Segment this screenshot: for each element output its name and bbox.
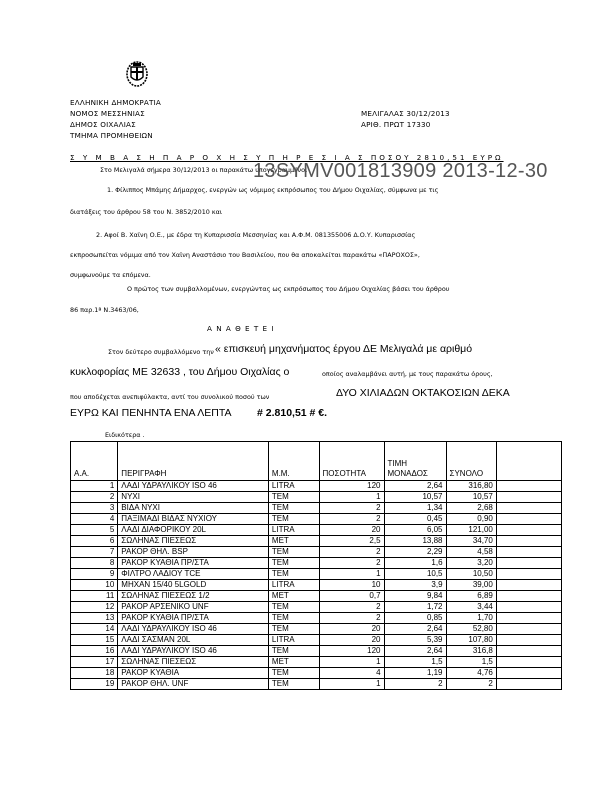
assignment-line2-small: οποίος αναλαμβάνει αυτή, με τους παρακάτω όρους,	[322, 370, 493, 378]
cell-aa: 4	[71, 514, 118, 525]
cell-unit: LITRA	[268, 635, 319, 646]
table-row	[71, 492, 562, 503]
cell-unit: TEM	[268, 602, 319, 613]
diavgeia-watermark: 13SYMV001813909 2013-12-30	[253, 160, 548, 182]
party1-line2: διατάξεις του άρθρου 58 του Ν. 3852/2010 και	[70, 208, 223, 216]
cell-description: ΛΑΔΙ ΣΑΣΜΑΝ 20L	[118, 635, 269, 646]
cell-quantity: 1	[319, 679, 384, 690]
cell-unit-price: 10,57	[384, 492, 446, 503]
table-row	[71, 613, 562, 624]
greek-coat-of-arms-icon	[125, 60, 149, 88]
cell-unit-price: 1,5	[384, 657, 446, 668]
table-row	[71, 591, 562, 602]
cell-unit: TEM	[268, 668, 319, 679]
table-row	[71, 514, 562, 525]
cell-aa: 13	[71, 613, 118, 624]
cell-total: 316,80	[446, 481, 496, 492]
items-table	[70, 441, 562, 690]
cell-total: 0,90	[446, 514, 496, 525]
cell-unit: TEM	[268, 503, 319, 514]
assignment-line3-small: που αποδέχεται ανεπιφύλακτα, αντί του συνολικού ποσού των	[70, 393, 270, 401]
cell-quantity: 0,7	[319, 591, 384, 602]
cell-quantity: 4	[319, 668, 384, 679]
cell-description: ΡΑΚΟΡ ΚΥΑΘΙΑ ΠΡ/ΣΤΑ	[118, 558, 269, 569]
table-row	[71, 679, 562, 690]
cell-empty	[496, 580, 561, 591]
table-row	[71, 646, 562, 657]
table-row	[71, 657, 562, 668]
org-line-4: ΤΜΗΜΑ ΠΡΟΜΗΘΕΙΩΝ	[70, 131, 153, 140]
cell-unit-price: 0,45	[384, 514, 446, 525]
cell-total: 4,76	[446, 668, 496, 679]
table-header-row	[71, 442, 562, 481]
cell-quantity: 20	[319, 624, 384, 635]
cell-aa: 5	[71, 525, 118, 536]
cell-unit: MET	[268, 657, 319, 668]
cell-total: 10,57	[446, 492, 496, 503]
cell-total: 3,44	[446, 602, 496, 613]
clause-line1: Ο πρώτος των συμβαλλομένων, ενεργώντας ως εκπρόσωπος του Δήμου Οιχαλίας βάσει του άρθρου	[127, 285, 450, 293]
cell-quantity: 20	[319, 635, 384, 646]
assignment-line1-small: Στον δεύτερο συμβαλλόμενο την	[108, 348, 214, 356]
cell-unit-price: 2,64	[384, 646, 446, 657]
cell-description: ΦΙΛΤΡΟ ΛΑΔΙΟΥ TCE	[118, 569, 269, 580]
cell-quantity: 2	[319, 558, 384, 569]
cell-total: 316,8	[446, 646, 496, 657]
cell-total: 34,70	[446, 536, 496, 547]
cell-unit-price: 1,34	[384, 503, 446, 514]
cell-unit-price: 10,5	[384, 569, 446, 580]
cell-unit-price: 3,9	[384, 580, 446, 591]
cell-description: ΛΑΔΙ ΥΔΡΑΥΛΙΚΟΥ ISO 46	[118, 481, 269, 492]
cell-aa: 3	[71, 503, 118, 514]
place-date: ΜΕΛΙΓΑΛΑΣ 30/12/2013	[361, 109, 450, 118]
cell-total: 121,00	[446, 525, 496, 536]
cell-aa: 9	[71, 569, 118, 580]
amount-in-words-1: ΔΥΟ ΧΙΛΙΑΔΩΝ ΟΚΤΑΚΟΣΙΩΝ ΔΕΚΑ	[336, 387, 510, 399]
table-row	[71, 668, 562, 679]
cell-unit-price: 0,85	[384, 613, 446, 624]
protocol-number: ΑΡΙΘ. ΠΡΩΤ 17330	[361, 120, 431, 129]
cell-unit-price: 5,39	[384, 635, 446, 646]
cell-empty	[496, 602, 561, 613]
cell-empty	[496, 547, 561, 558]
specifically-label: Ειδικότερα .	[105, 431, 145, 439]
cell-aa: 6	[71, 536, 118, 547]
cell-total: 107,80	[446, 635, 496, 646]
cell-aa: 12	[71, 602, 118, 613]
party2-line2: εκπροσωπείται νόμιμα από τον Χαϊνη Αναστάσιο του Βασιλείου, που θα αποκαλείται παρακάτω «ΠΑΡΟΧΟΣ»,	[70, 251, 420, 259]
header-aa: Α.Α.	[71, 442, 118, 481]
cell-empty	[496, 481, 561, 492]
cell-description: ΣΩΛΗΝΑΣ ΠΙΕΣΕΩΣ	[118, 657, 269, 668]
cell-quantity: 2	[319, 547, 384, 558]
cell-quantity: 2	[319, 602, 384, 613]
contract-title: Σ Υ Μ Β Α Σ Η Π Α Ρ Ο Χ Η Σ Υ Π Η Ρ Ε Σ Ι Α Σ ΠΟΣΟΥ 2810,51 ΕΥΡΩ	[70, 153, 504, 162]
cell-empty	[496, 679, 561, 690]
cell-unit: TEM	[268, 569, 319, 580]
cell-description: ΣΩΛΗΝΑΣ ΠΙΕΣΕΩΣ 1/2	[118, 591, 269, 602]
cell-quantity: 2	[319, 613, 384, 624]
cell-unit: MET	[268, 536, 319, 547]
cell-unit: TEM	[268, 613, 319, 624]
cell-unit-price: 1,19	[384, 668, 446, 679]
cell-quantity: 2	[319, 514, 384, 525]
header-unit: Μ.Μ.	[268, 442, 319, 481]
cell-aa: 18	[71, 668, 118, 679]
cell-unit: LITRA	[268, 580, 319, 591]
org-line-1: ΕΛΛΗΝΙΚΗ ΔΗΜΟΚΡΑΤΙΑ	[70, 98, 162, 107]
cell-empty	[496, 646, 561, 657]
cell-description: ΡΑΚΟΡ ΚΥΑΘΙΑ ΠΡ/ΣΤΑ	[118, 613, 269, 624]
header-description: ΠΕΡΙΓΡΑΦΗ	[118, 442, 269, 481]
party1-line1: 1. Φίλιππος Μπάμης Δήμαρχος, ενεργών ως νόμιμος εκπρόσωπος του Δήμου Οιχαλίας, σύμφωνα με τις	[107, 186, 439, 194]
assignment-line2-big: κυκλοφορίας ΜΕ 32633 , του Δήμου Οιχαλίας ο	[70, 366, 290, 378]
party2-line1: 2. Αφοί Β. Χαϊνη Ο.Ε., με έδρα τη Κυπαρισσία Μεσσηνίας και Α.Φ.Μ. 081355006 Δ.Ο.Υ. Κυπαρισσίας	[96, 231, 416, 239]
org-line-2: ΝΟΜΟΣ ΜΕΣΣΗΝΙΑΣ	[70, 109, 145, 118]
cell-total: 39,00	[446, 580, 496, 591]
cell-quantity: 2	[319, 503, 384, 514]
cell-quantity: 1	[319, 569, 384, 580]
cell-quantity: 2,5	[319, 536, 384, 547]
cell-aa: 2	[71, 492, 118, 503]
assignment-line1-big: « επισκευή μηχανήματος έργου ΔΕ Μελιγαλά με αριθμό	[215, 343, 473, 355]
cell-unit-price: 13,88	[384, 536, 446, 547]
header-unit-price-line1: ΤΙΜΗ	[387, 459, 408, 468]
amount-total: # 2.810,51 # €.	[257, 407, 328, 419]
cell-quantity: 1	[319, 657, 384, 668]
cell-empty	[496, 525, 561, 536]
party2-line3: συμφωνούμε τα επόμενα.	[70, 271, 151, 279]
cell-quantity: 10	[319, 580, 384, 591]
cell-unit: TEM	[268, 558, 319, 569]
header-unit-price-line2: ΜΟΝΑΔΟΣ	[387, 469, 428, 478]
table-row	[71, 635, 562, 646]
cell-unit-price: 2	[384, 679, 446, 690]
cell-description: ΠΑΞΙΜΑΔΙ ΒΙΔΑΣ ΝΥΧΙΟΥ	[118, 514, 269, 525]
cell-empty	[496, 569, 561, 580]
header-quantity: ΠΟΣΟΤΗΤΑ	[319, 442, 384, 481]
cell-empty	[496, 668, 561, 679]
cell-aa: 19	[71, 679, 118, 690]
cell-unit: TEM	[268, 547, 319, 558]
assigns-heading: Α Ν Α Θ Ε Τ Ε Ι	[207, 324, 275, 333]
cell-empty	[496, 503, 561, 514]
cell-empty	[496, 591, 561, 602]
amount-in-words-2: ΕΥΡΩ ΚΑΙ ΠΕΝΗΝΤΑ ΕΝΑ ΛΕΠΤΑ	[70, 407, 232, 419]
cell-aa: 1	[71, 481, 118, 492]
cell-total: 10,50	[446, 569, 496, 580]
cell-empty	[496, 657, 561, 668]
cell-quantity: 120	[319, 481, 384, 492]
cell-description: ΜΗΧΑΝ 15/40 5LGOLD	[118, 580, 269, 591]
cell-total: 2	[446, 679, 496, 690]
cell-unit-price: 2,64	[384, 624, 446, 635]
cell-unit: TEM	[268, 646, 319, 657]
cell-description: ΛΑΔΙ ΔΙΑΦΟΡΙΚΟΥ 20L	[118, 525, 269, 536]
table-row	[71, 624, 562, 635]
cell-unit: TEM	[268, 679, 319, 690]
cell-unit: TEM	[268, 514, 319, 525]
table-row	[71, 547, 562, 558]
cell-total: 52,80	[446, 624, 496, 635]
cell-empty	[496, 492, 561, 503]
cell-empty	[496, 624, 561, 635]
table-row	[71, 602, 562, 613]
table-row	[71, 569, 562, 580]
cell-total: 1,70	[446, 613, 496, 624]
cell-unit: TEM	[268, 624, 319, 635]
cell-empty	[496, 613, 561, 624]
cell-total: 1,5	[446, 657, 496, 668]
cell-unit-price: 2,29	[384, 547, 446, 558]
header-unit-price	[384, 442, 446, 481]
cell-description: ΝΥΧΙ	[118, 492, 269, 503]
cell-unit-price: 1,72	[384, 602, 446, 613]
cell-description: ΡΑΚΟΡ ΚΥΑΘΙΑ	[118, 668, 269, 679]
cell-unit-price: 6,05	[384, 525, 446, 536]
cell-quantity: 20	[319, 525, 384, 536]
cell-aa: 14	[71, 624, 118, 635]
table-row	[71, 481, 562, 492]
cell-unit-price: 1,6	[384, 558, 446, 569]
cell-empty	[496, 635, 561, 646]
table-row	[71, 525, 562, 536]
cell-aa: 16	[71, 646, 118, 657]
cell-aa: 10	[71, 580, 118, 591]
cell-aa: 11	[71, 591, 118, 602]
cell-description: ΛΑΔΙ ΥΔΡΑΥΛΙΚΟΥ ISO 46	[118, 624, 269, 635]
cell-unit-price: 9,84	[384, 591, 446, 602]
cell-quantity: 1	[319, 492, 384, 503]
cell-aa: 7	[71, 547, 118, 558]
cell-empty	[496, 558, 561, 569]
table-row	[71, 536, 562, 547]
cell-unit: LITRA	[268, 481, 319, 492]
intro-text: Στο Μελιγαλά σήμερα 30/12/2013 οι παρακάτω υπογεγραμμένοι	[100, 166, 308, 174]
cell-total: 6,89	[446, 591, 496, 602]
cell-total: 3,20	[446, 558, 496, 569]
cell-aa: 17	[71, 657, 118, 668]
cell-aa: 8	[71, 558, 118, 569]
cell-total: 2,68	[446, 503, 496, 514]
cell-description: ΣΩΛΗΝΑΣ ΠΙΕΣΕΩΣ	[118, 536, 269, 547]
cell-empty	[496, 536, 561, 547]
table-row	[71, 558, 562, 569]
header-total: ΣΥΝΟΛΟ	[446, 442, 496, 481]
cell-description: ΡΑΚΟΡ ΑΡΣΕΝΙΚΟ UNF	[118, 602, 269, 613]
cell-description: ΛΑΔΙ ΥΔΡΑΥΛΙΚΟΥ ISO 46	[118, 646, 269, 657]
cell-unit: TEM	[268, 492, 319, 503]
cell-quantity: 120	[319, 646, 384, 657]
table-row	[71, 503, 562, 514]
org-line-3: ΔΗΜΟΣ ΟΙΧΑΛΙΑΣ	[70, 120, 136, 129]
cell-description: ΡΑΚΟΡ ΘΗΛ. UNF	[118, 679, 269, 690]
cell-description: ΡΑΚΟΡ ΘΗΛ. BSP	[118, 547, 269, 558]
cell-unit: LITRA	[268, 525, 319, 536]
cell-total: 4,58	[446, 547, 496, 558]
header-empty	[496, 442, 561, 481]
cell-unit-price: 2,64	[384, 481, 446, 492]
cell-aa: 15	[71, 635, 118, 646]
cell-empty	[496, 514, 561, 525]
cell-description: ΒΙΔΑ ΝΥΧΙ	[118, 503, 269, 514]
clause-line2: 86 παρ.1ª Ν.3463/06,	[70, 306, 139, 314]
cell-unit: MET	[268, 591, 319, 602]
table-row	[71, 580, 562, 591]
